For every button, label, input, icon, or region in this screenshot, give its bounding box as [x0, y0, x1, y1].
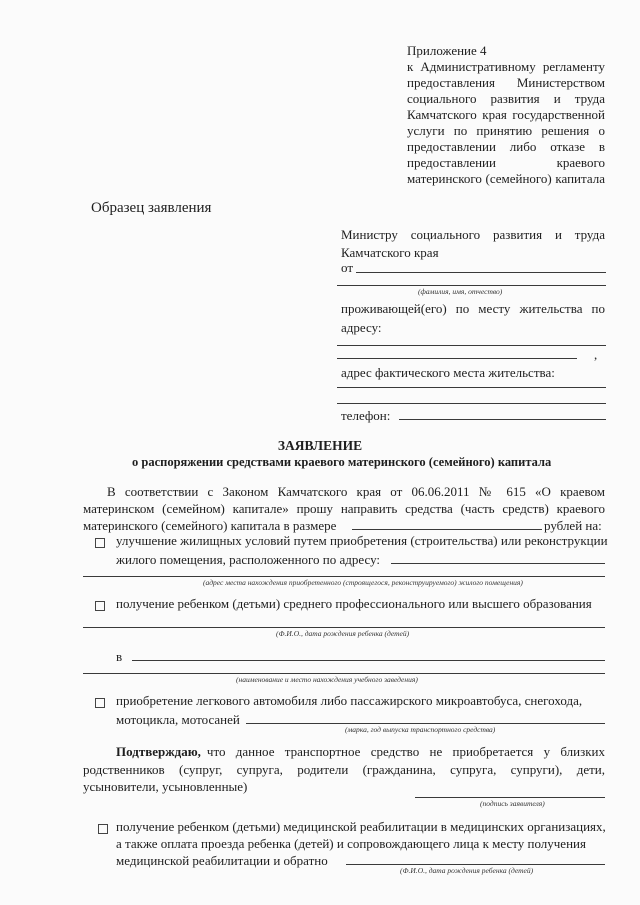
- appendix-line: материнского (семейного) капитала: [407, 171, 605, 186]
- appendix-line: Камчатского края государственной: [407, 107, 605, 122]
- child-fio-line[interactable]: [83, 627, 605, 628]
- housing-address-line2[interactable]: [83, 576, 605, 577]
- medical-line3: медицинской реабилитации и обратно: [116, 853, 328, 868]
- fio-caption: (фамилия, имя, отчество): [418, 287, 503, 296]
- signature-line[interactable]: [415, 797, 605, 798]
- confirm-line2: родственников (супруг, супруга, родители (гражданина, супруга, супруги), дети,: [83, 762, 605, 777]
- medical-checkbox[interactable]: [98, 824, 108, 834]
- addressee-line1: Министру социального развития и труда: [341, 227, 605, 242]
- actual-address-label: адрес фактического места жительства:: [341, 365, 555, 380]
- body-line3a: материнского (семейного) капитала в размере: [83, 518, 337, 533]
- vehicle-line2: мотоцикла, мотосаней: [116, 712, 240, 727]
- appendix-line: к Административному регламенту: [407, 59, 605, 74]
- medical-line2: а также оплата проезда ребенка (детей) и сопровождающего лица к месту получения: [116, 836, 586, 851]
- housing-address-line1[interactable]: [391, 563, 605, 564]
- signature-caption: (подпись заявителя): [480, 799, 545, 808]
- amount-field-line[interactable]: [352, 529, 542, 530]
- medical-line1: получение ребенком (детьми) медицинской реабилитации в медицинских организациях,: [116, 819, 606, 834]
- confirm-bold: Подтверждаю,: [116, 744, 201, 759]
- institution-line1[interactable]: [132, 660, 605, 661]
- medical-fio-line[interactable]: [346, 864, 605, 865]
- comma: ,: [594, 347, 598, 362]
- appendix-block: [407, 42, 605, 187]
- confirm-line1: [116, 743, 605, 761]
- education-caption1: (Ф.И.О., дата рождения ребенка (детей): [276, 629, 410, 638]
- vehicle-caption: (марка, год выпуска транспортного средства): [345, 725, 496, 734]
- actual-address-line1[interactable]: [337, 387, 606, 388]
- document-title: ЗАЯВЛЕНИЕ: [277, 438, 363, 453]
- document-subtitle: о распоряжении средствами краевого материнского (семейного) капитала: [132, 455, 552, 469]
- housing-checkbox[interactable]: [95, 538, 105, 548]
- confirm-text: что данное транспортное средство не приобретается у близких: [206, 744, 605, 759]
- body-line1: В соответствии с Законом Камчатского края от 06.06.2011 № 615 «О краевом: [107, 484, 605, 499]
- appendix-line: предоставлении либо отказе в: [407, 139, 605, 154]
- education-checkbox[interactable]: [95, 601, 105, 611]
- housing-caption: (адрес места нахождения приобретенного (строящегося, реконструируемого) жилого помещения): [203, 578, 523, 587]
- confirm-line3: усыновители, усыновленные): [83, 779, 248, 794]
- vehicle-checkbox[interactable]: [95, 698, 105, 708]
- education-line: получение ребенком (детьми) среднего профессионального или высшего образования: [116, 596, 592, 611]
- phone-field-line[interactable]: [399, 419, 606, 420]
- addressee-line2: Камчатского края: [341, 245, 439, 260]
- appendix-line: услуги по принятию решения о: [407, 123, 605, 138]
- housing-line2: жилого помещения, расположенного по адресу:: [116, 552, 381, 567]
- vehicle-field-line[interactable]: [246, 723, 605, 724]
- appendix-line: предоставления Министерством: [407, 75, 605, 90]
- education-caption2: (наименование и место нахождения учебного заведения): [236, 675, 418, 684]
- actual-address-line2[interactable]: [337, 403, 606, 404]
- appendix-line: Приложение 4: [407, 43, 487, 58]
- body-line3b: рублей на:: [544, 518, 602, 533]
- address-field-line1[interactable]: [337, 345, 606, 346]
- from-field-line[interactable]: [356, 272, 606, 273]
- appendix-line: предоставлении краевого: [407, 155, 605, 170]
- medical-caption: (Ф.И.О., дата рождения ребенка (детей): [400, 866, 534, 875]
- vehicle-line1: приобретение легкового автомобиля либо пассажирского микроавтобуса, снегохода,: [116, 693, 583, 708]
- in-label: в: [116, 649, 123, 664]
- phone-label: телефон:: [341, 408, 391, 423]
- address-field-line2[interactable]: [337, 358, 577, 359]
- housing-line1: улучшение жилищных условий путем приобретения (строительства) или реконструкции: [116, 533, 608, 548]
- sample-title: Образец заявления: [91, 200, 212, 216]
- appendix-line: социального развития и труда: [407, 91, 605, 106]
- body-line2: материнском (семейном) капитале» прошу направить средства (часть средств) краевого: [83, 501, 605, 516]
- institution-line2[interactable]: [83, 673, 605, 674]
- residence-line2: адресу:: [341, 320, 382, 335]
- fio-field-line[interactable]: [337, 285, 606, 286]
- residence-line1: проживающей(его) по месту жительства по: [341, 301, 605, 316]
- from-label: от: [341, 260, 354, 275]
